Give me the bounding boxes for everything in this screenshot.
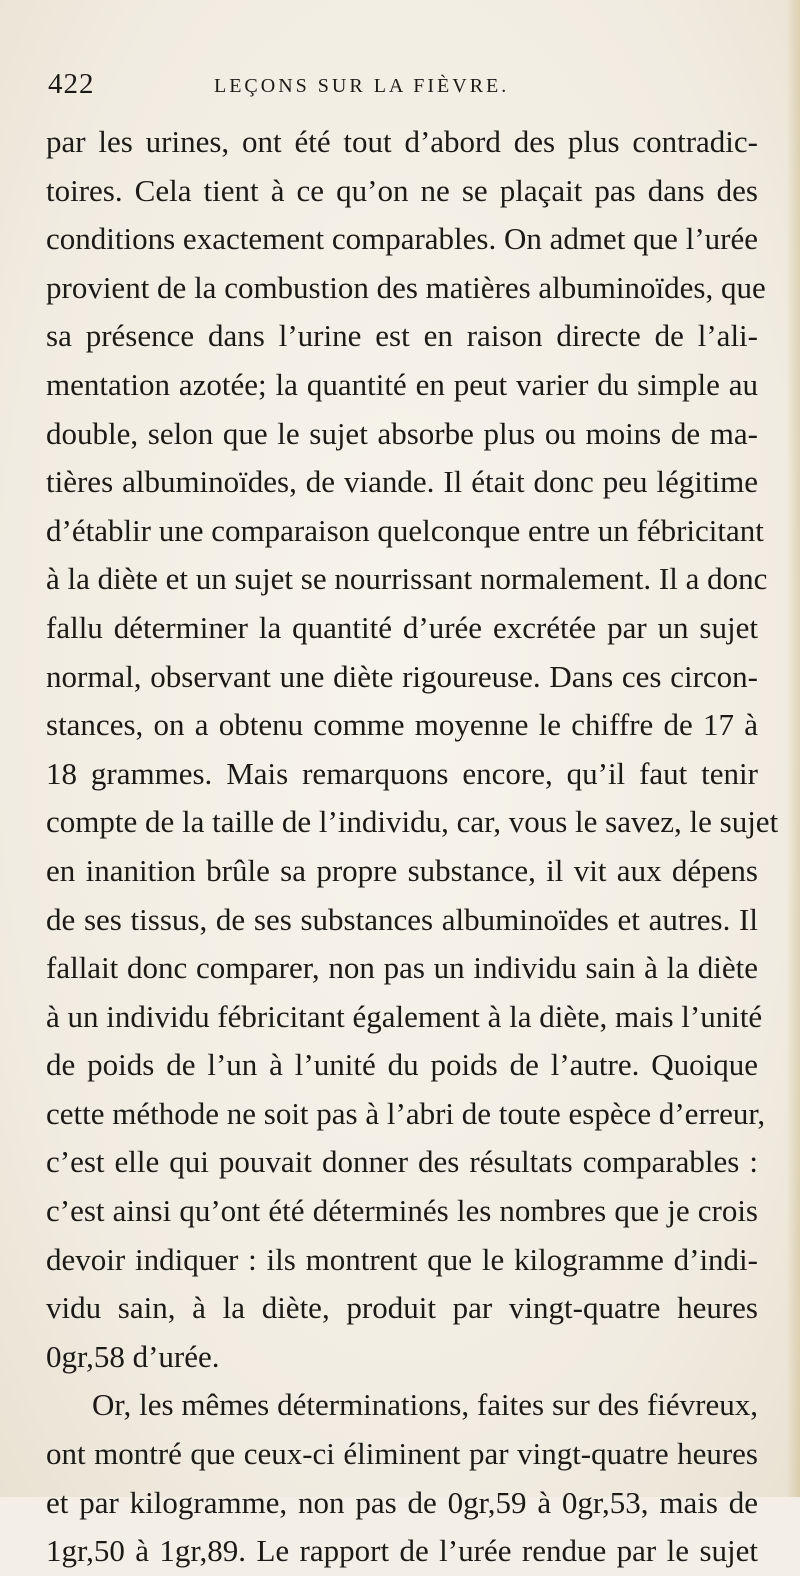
text-line: toires. Cela tient à ce qu’on ne se plaçait pas dans des [46, 172, 758, 208]
text-line-paragraph-start: Or, les mêmes déterminations, faites sur des fiévreux, [92, 1387, 758, 1423]
text-line: devoir indiquer : ils montrent que le kilogramme d’indi- [46, 1241, 758, 1277]
text-line: sa présence dans l’urine est en raison directe de l’ali- [46, 318, 758, 354]
text-line: fallait donc comparer, non pas un individu sain à la diète [46, 950, 758, 986]
text-line: 18 grammes. Mais remarquons encore, qu’il faut tenir [46, 755, 758, 791]
text-line: d’établir une comparaison quelconque entre un fébricitant [46, 512, 764, 548]
text-line: à un individu fébricitant également à la diète, mais l’unité [46, 998, 763, 1034]
body-text [46, 118, 779, 1576]
text-line: stances, on a obtenu comme moyenne le chiffre de 17 à [46, 707, 758, 743]
text-line: compte de la taille de l’individu, car, vous le savez, le sujet [46, 804, 779, 840]
text-line: cette méthode ne soit pas à l’abri de toute espèce d’erreur, [46, 1095, 766, 1131]
text-line: c’est ainsi qu’ont été déterminés les nombres que je crois [46, 1193, 758, 1229]
text-line: ont montré que ceux-ci éliminent par vingt-quatre heures [46, 1436, 758, 1472]
text-line: et par kilogramme, non pas de 0gr,59 à 0gr,53, mais de [46, 1484, 758, 1520]
running-head: LEÇONS SUR LA FIÈVRE. [214, 75, 510, 97]
text-line: en inanition brûle sa propre substance, il vit aux dépens [46, 852, 758, 888]
page-number: 422 [48, 68, 95, 100]
text-line: double, selon que le sujet absorbe plus ou moins de ma- [46, 415, 758, 451]
text-line: vidu sain, à la diète, produit par vingt-quatre heures [46, 1290, 758, 1326]
text-line: fallu déterminer la quantité d’urée excrétée par un sujet [46, 609, 758, 645]
text-line: de poids de l’un à l’unité du poids de l’autre. Quoique [46, 1047, 758, 1083]
text-line: normal, observant une diète rigoureuse. Dans ces circon- [46, 658, 758, 694]
page-edge-shadow [786, 0, 800, 1497]
text-line: à la diète et un sujet se nourrissant normalement. Il a donc [46, 561, 768, 597]
text-line: c’est elle qui pouvait donner des résultats comparables : [46, 1144, 758, 1180]
text-line-paragraph-end: 0gr,58 d’urée. [46, 1338, 220, 1374]
text-line: par les urines, ont été tout d’abord des plus contradic- [46, 124, 758, 159]
text-line: mentation azotée; la quantité en peut varier du simple au [46, 366, 758, 402]
text-line: conditions exactement comparables. On admet que l’urée [46, 221, 758, 257]
text-line: provient de la combustion des matières albuminoïdes, que [46, 269, 766, 305]
text-line: 1gr,50 à 1gr,89. Le rapport de l’urée rendue par le sujet [46, 1533, 758, 1569]
page-header [0, 68, 800, 108]
text-line: de ses tissus, de ses substances albuminoïdes et autres. Il [46, 901, 758, 937]
text-line: tières albuminoïdes, de viande. Il était donc peu légitime [46, 464, 758, 500]
